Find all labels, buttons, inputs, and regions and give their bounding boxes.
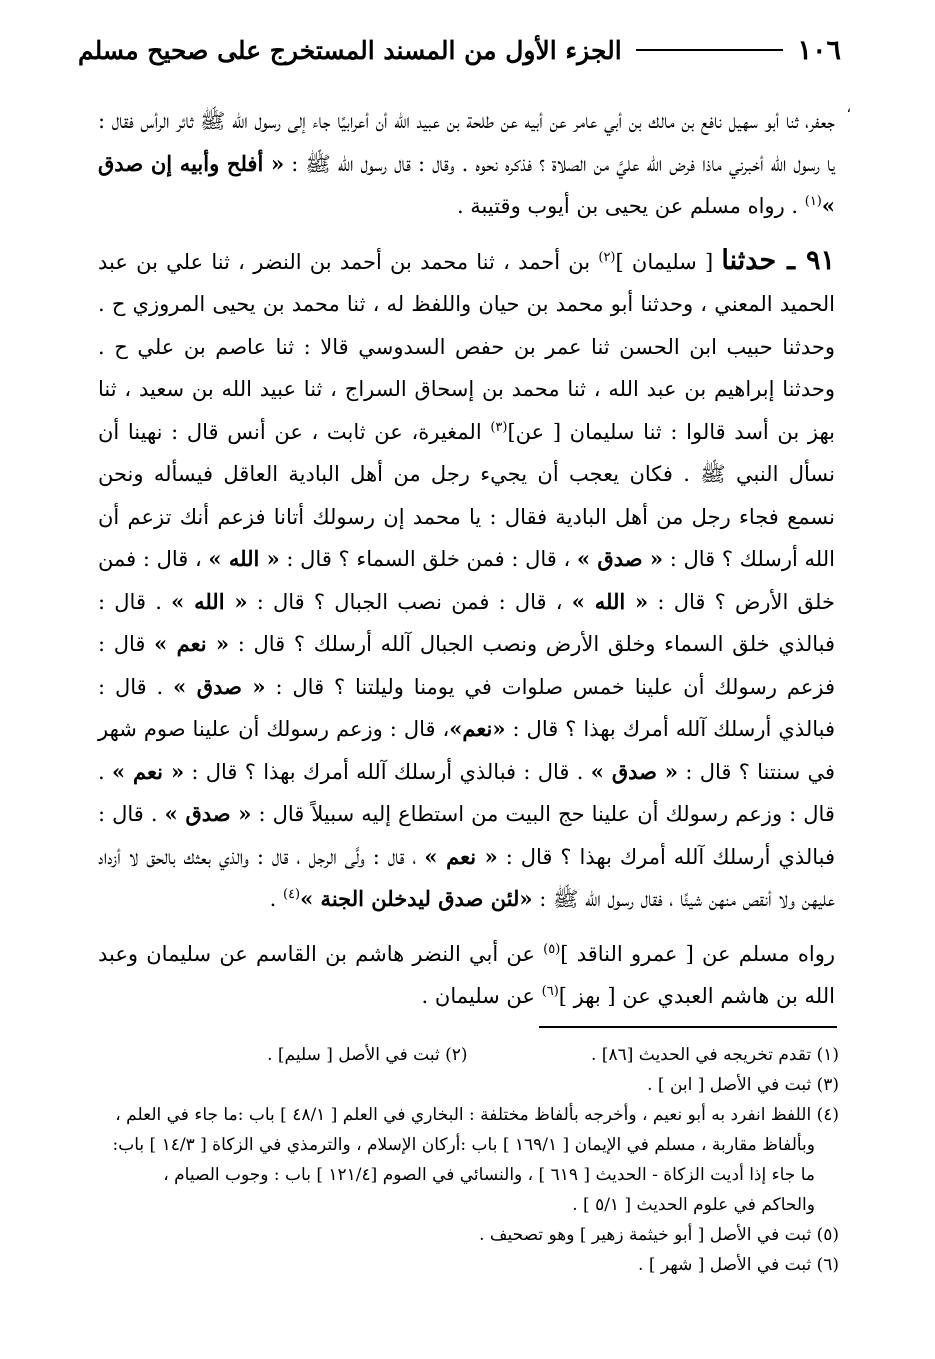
footnote-ref-1: (١): [804, 194, 822, 209]
main-text: [98, 100, 835, 1018]
margin-mark: ،: [846, 100, 851, 116]
footnote-3: (٣) ثبت في الأصل [ ابن ] .: [647, 1075, 839, 1095]
footnote-5: (٥) ثبت في الأصل [ أبو خيثمة زهير ] وهو تصحيف .: [479, 1225, 839, 1245]
quoted-saying: « أفلح وأبيه إن صدق »: [98, 150, 835, 218]
footnote-row: [96, 1040, 839, 1070]
footnote-4-line-4: والحاكم في علوم الحديث [ ٥/١ ] .: [572, 1195, 815, 1215]
page-header: [78, 28, 841, 72]
footnote-4-line-2: وبألفاظ مقاربة ، مسلم في الإيمان [ ١٦٩/١ ] باب :أركان الإسلام ، والترمذي في الزكاة [ ١٤/٣ ] باب:: [112, 1135, 815, 1155]
footnote-6: (٦) ثبت في الأصل [ شهر ] .: [638, 1255, 839, 1275]
footnotes: [96, 1040, 839, 1280]
paragraph-3: رواه مسلم عن [ عمرو الناقد ]$^{(٥)}$ عن أبي النضر هاشم بن القاسم عن سليمان وعبد الله بن هاشم العبدي عن [ بهز ]$^{(٦)}$ عن سليمان .: [98, 941, 835, 1008]
running-title: الجزء الأول من المسند المستخرج على صحيح مسلم: [78, 35, 622, 65]
footnote-2: (٢) ثبت في الأصل [ سليم] .: [267, 1045, 468, 1065]
paragraph-hadith-91: ٩١ ـ حدثنا [ سليمان ]$^{(٢)}$ بن أحمد ، ثنا محمد بن أحمد بن النضر ، ثنا علي بن عبد الحميد المعني ، وحدثنا أبو محمد بن حيان واللفظ له ، ثنا محمد بن يحيى المروزي ح . وحدثنا حبيب ابن الحسن ثنا عمر بن حفص السدوسي قالا : ثنا عاصم بن علي ح . وحدثنا إبراهيم بن عبد الله ، ثنا محمد بن إسحاق السراج ، ثنا عبيد الله بن سعيد ، ثنا بهز بن أسد قالوا : ثنا سليمان [ عن]$^{(٣)}$ المغيرة، عن ثابت ، عن أنس قال : نهينا أن نسأل النبي ﷺ . فكان يعجب أن يجيء رجل من أهل البادية العاقل فيسأله ونحن نسمع فجاء رجل من أهل البادية فقال : يا محمد إن رسولك أتانا فزعم أنك تزعم أن الله أرسلك ؟ قال : « صدق » ، قال : فمن خلق السماء ؟ قال : « الله » ، قال : فمن خلق الأرض ؟ قال : « الله » ، قال : فمن نصب الجبال ؟ قال : « الله » . قال : فبالذي خلق السماء وخلق الأرض ونصب الجبال آلله أرسلك ؟ قال : « نعم » قال : فزعم رسولك أن علينا خمس صلوات في يومنا وليلتنا ؟ قال : « صدق » . قال : فبالذي أرسلك آلله أمرك بهذا ؟ قال : «نعم»، قال : وزعم رسولك أن علينا صوم شهر في سنتنا ؟ قال : « صدق » . قال : فبالذي أرسلك آلله أمرك بهذا ؟ قال : « نعم » . قال : وزعم رسولك أن علينا حج البيت من استطاع إليه سبيلاً قال : « صدق » . قال : فبالذي أرسلك آلله أمرك بهذا ؟ قال : « نعم » ، قال : ولَّى الرجل ، قال : والذي بعثك بالحق لا أزداد عليهن ولا أنقص منهن شيئًا ، فقال رسول الله ﷺ : «لئن صدق ليدخلن الجنة »$^{(٤)}$ .: [98, 244, 836, 911]
footnote-separator: [539, 1026, 837, 1028]
footnote-ref-4: (٤): [282, 887, 301, 902]
footnote-ref-5: (٥): [543, 941, 561, 957]
footnote-4-line-3: ما جاء إذا أديت الزكاة - الحديث [ ٦١٩ ] ، والنسائي في الصوم [١٢١/٤ ] باب : وجوب الصيام ،: [163, 1165, 815, 1185]
hadith-number: ٩١ ـ حدثنا: [721, 244, 835, 276]
footnote-ref-3: (٣): [490, 419, 508, 435]
footnote-1: (١) تقدم تخريجه في الحديث [٨٦] .: [591, 1045, 839, 1065]
paragraph-1: جعفر، ثنا أبو سهيل نافع بن مالك بن أبي عامر عن أبيه عن طلحة بن عبيد الله أن أعرابيًا جاء إلى رسول الله ﷺ ثائر الرأس فقال : يا رسول الله أخبرني ماذا فرض الله عليَّ من الصلاة ؟ فذكره نحوه . وقال : قال رسول الله ﷺ : « أفلح وأبيه إن صدق »$^{(١)}$ . رواه مسلم عن يحيى بن أيوب وقتيبة .: [98, 109, 835, 218]
page-number: ١٠٦: [797, 34, 841, 66]
header-rule: [636, 49, 784, 51]
footnote-ref-2: (٢): [598, 249, 616, 265]
footnote-4: (٤) اللفظ انفرد به أبو نعيم ، وأخرجه بألفاظ مختلفة : البخاري في العلم [ ٤٨/١ ] باب :ما جاء في العلم ،: [115, 1105, 839, 1125]
footnote-ref-6: (٦): [541, 984, 559, 999]
